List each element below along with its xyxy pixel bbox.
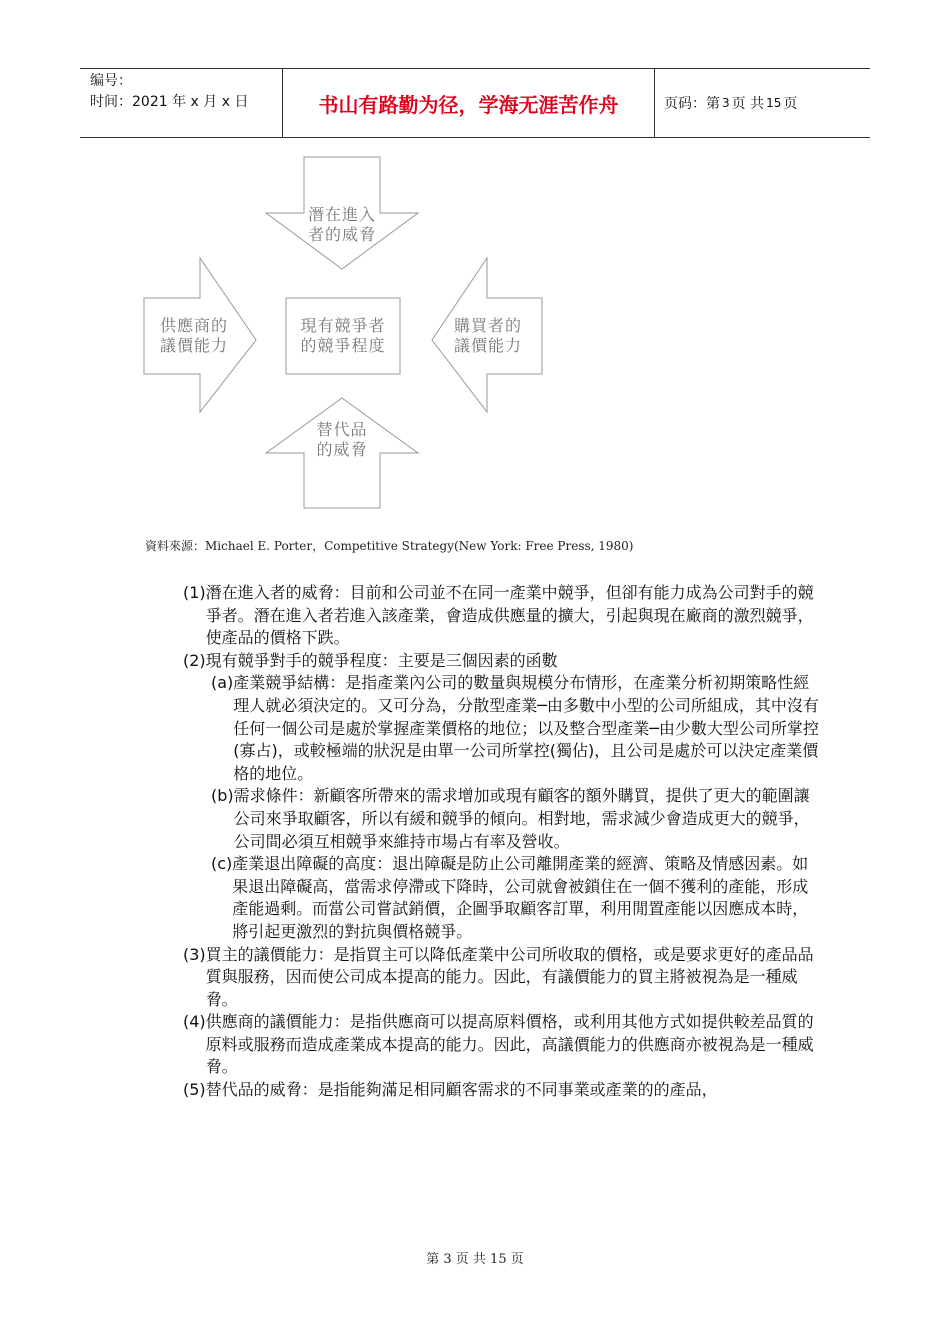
date-label: 时间：2021 年 x 月 x 日 (90, 94, 249, 110)
sub-item (183, 672, 823, 785)
number-label: 编号： (90, 73, 132, 89)
item-number: (c) (211, 854, 233, 874)
item-number: (b) (211, 786, 234, 806)
item-text: 產業競爭結構：是指產業內公司的數量與規模分布情形，在產業分析初期策略性經理人就必須決定的。又可分為，分散型產業─由多數中小型的公司所組成，其中沒有任何一個公司是處於掌握產業價格的地位；以及整合型產業─由少數大型公司所掌控(寡占)，或較極端的狀況是由單一公司所掌控(獨佔)，且公司是處於可以決定產業價格的地位。 (233, 673, 819, 783)
page-suffix: 页 (783, 96, 798, 112)
numbered-item (183, 582, 823, 650)
numbered-item (183, 1011, 823, 1079)
header-page-info (664, 69, 797, 137)
page-mid: 页 共 (731, 96, 765, 112)
item-text: 潛在進入者的威脅：目前和公司並不在同一產業中競爭，但卻有能力成為公司對手的競爭者。潛在進入者若進入該產業，會造成供應量的擴大，引起與現在廠商的激烈競爭，使產品的價格下跌。 (205, 583, 814, 648)
header-motto: 书山有路勤为径，学海无涯苦作舟 (318, 92, 619, 117)
item-number: (1) (183, 583, 206, 602)
page-total: 15 (766, 96, 782, 110)
page-current: 3 (722, 96, 730, 110)
right-arrow-label (438, 316, 538, 356)
center-box-label (286, 316, 400, 356)
label-line: 購買者的 (453, 316, 522, 335)
item-number: (4) (183, 1012, 206, 1032)
page-footer: 第 3 页 共 15 页 (426, 1252, 524, 1267)
item-text: 產業退出障礙的高度：退出障礙是防止公司離開產業的經濟、策略及情感因素。如果退出障礙高，當需求停滯或下降時，公司就會被鎖住在一個不獲利的產能，形成產能過剩。而當公司嘗試銷價，企圖爭取顧客訂單，利用閒置產能以因應成本時，將引起更激烈的對抗與價格競爭。 (232, 854, 809, 941)
page-prefix: 页码：第 (664, 96, 720, 112)
label-line: 現有競爭者 (300, 316, 386, 335)
label-line: 潛在進入 (307, 205, 376, 224)
item-number: (2) (183, 650, 206, 670)
label-line: 的威脅 (316, 440, 368, 459)
header-divider (282, 69, 283, 137)
bottom-arrow-label (290, 420, 394, 460)
item-text: 買主的議價能力：是指買主可以降低產業中公司所收取的價格，或是要求更好的產品品質與服務，因而使公司成本提高的能力。因此，有議價能力的買主將被視為是一種威脅。 (205, 944, 814, 1009)
item-text: 供應商的議價能力：是指供應商可以提高原料價格，或利用其他方式如提供較差品質的原料或服務而造成產業成本提高的能力。因此，高議價能力的供應商亦被視為是一種威脅。 (205, 1012, 814, 1077)
sub-item (183, 785, 823, 853)
item-text: 需求條件：新顧客所帶來的需求增加或現有顧客的額外購買，提供了更大的範圍讓公司來爭取顧客，所以有緩和競爭的傾向。相對地，需求減少會造成更大的競爭，公司間必須互相競爭來維持市場占有率及營收。 (233, 786, 810, 851)
page-header (80, 68, 870, 138)
sub-item (183, 853, 823, 943)
five-forces-diagram (140, 155, 550, 525)
numbered-item (183, 650, 823, 673)
label-line: 的競爭程度 (300, 336, 386, 355)
item-text: 現有競爭對手的競爭程度：主要是三個因素的函數 (205, 650, 558, 670)
label-line: 供應商的 (159, 316, 228, 335)
label-line: 議價能力 (159, 336, 228, 355)
item-number: (3) (183, 944, 206, 964)
top-arrow-label (290, 205, 394, 245)
label-line: 議價能力 (453, 336, 522, 355)
header-divider (654, 69, 655, 137)
diagram-source: 資料來源：Michael E. Porter，Competitive Strategy(New York: Free Press, 1980) (145, 539, 634, 553)
header-meta (90, 71, 280, 113)
left-arrow-label (144, 316, 244, 356)
item-number: (a) (211, 673, 234, 693)
numbered-item (183, 1079, 823, 1102)
label-line: 替代品 (316, 420, 368, 439)
numbered-item (183, 944, 823, 1012)
item-text: 替代品的威脅：是指能夠滿足相同顧客需求的不同事業或產業的的產品， (205, 1080, 718, 1100)
body-text (183, 582, 823, 1102)
label-line: 者的威脅 (307, 225, 376, 244)
item-number: (5) (183, 1080, 206, 1100)
